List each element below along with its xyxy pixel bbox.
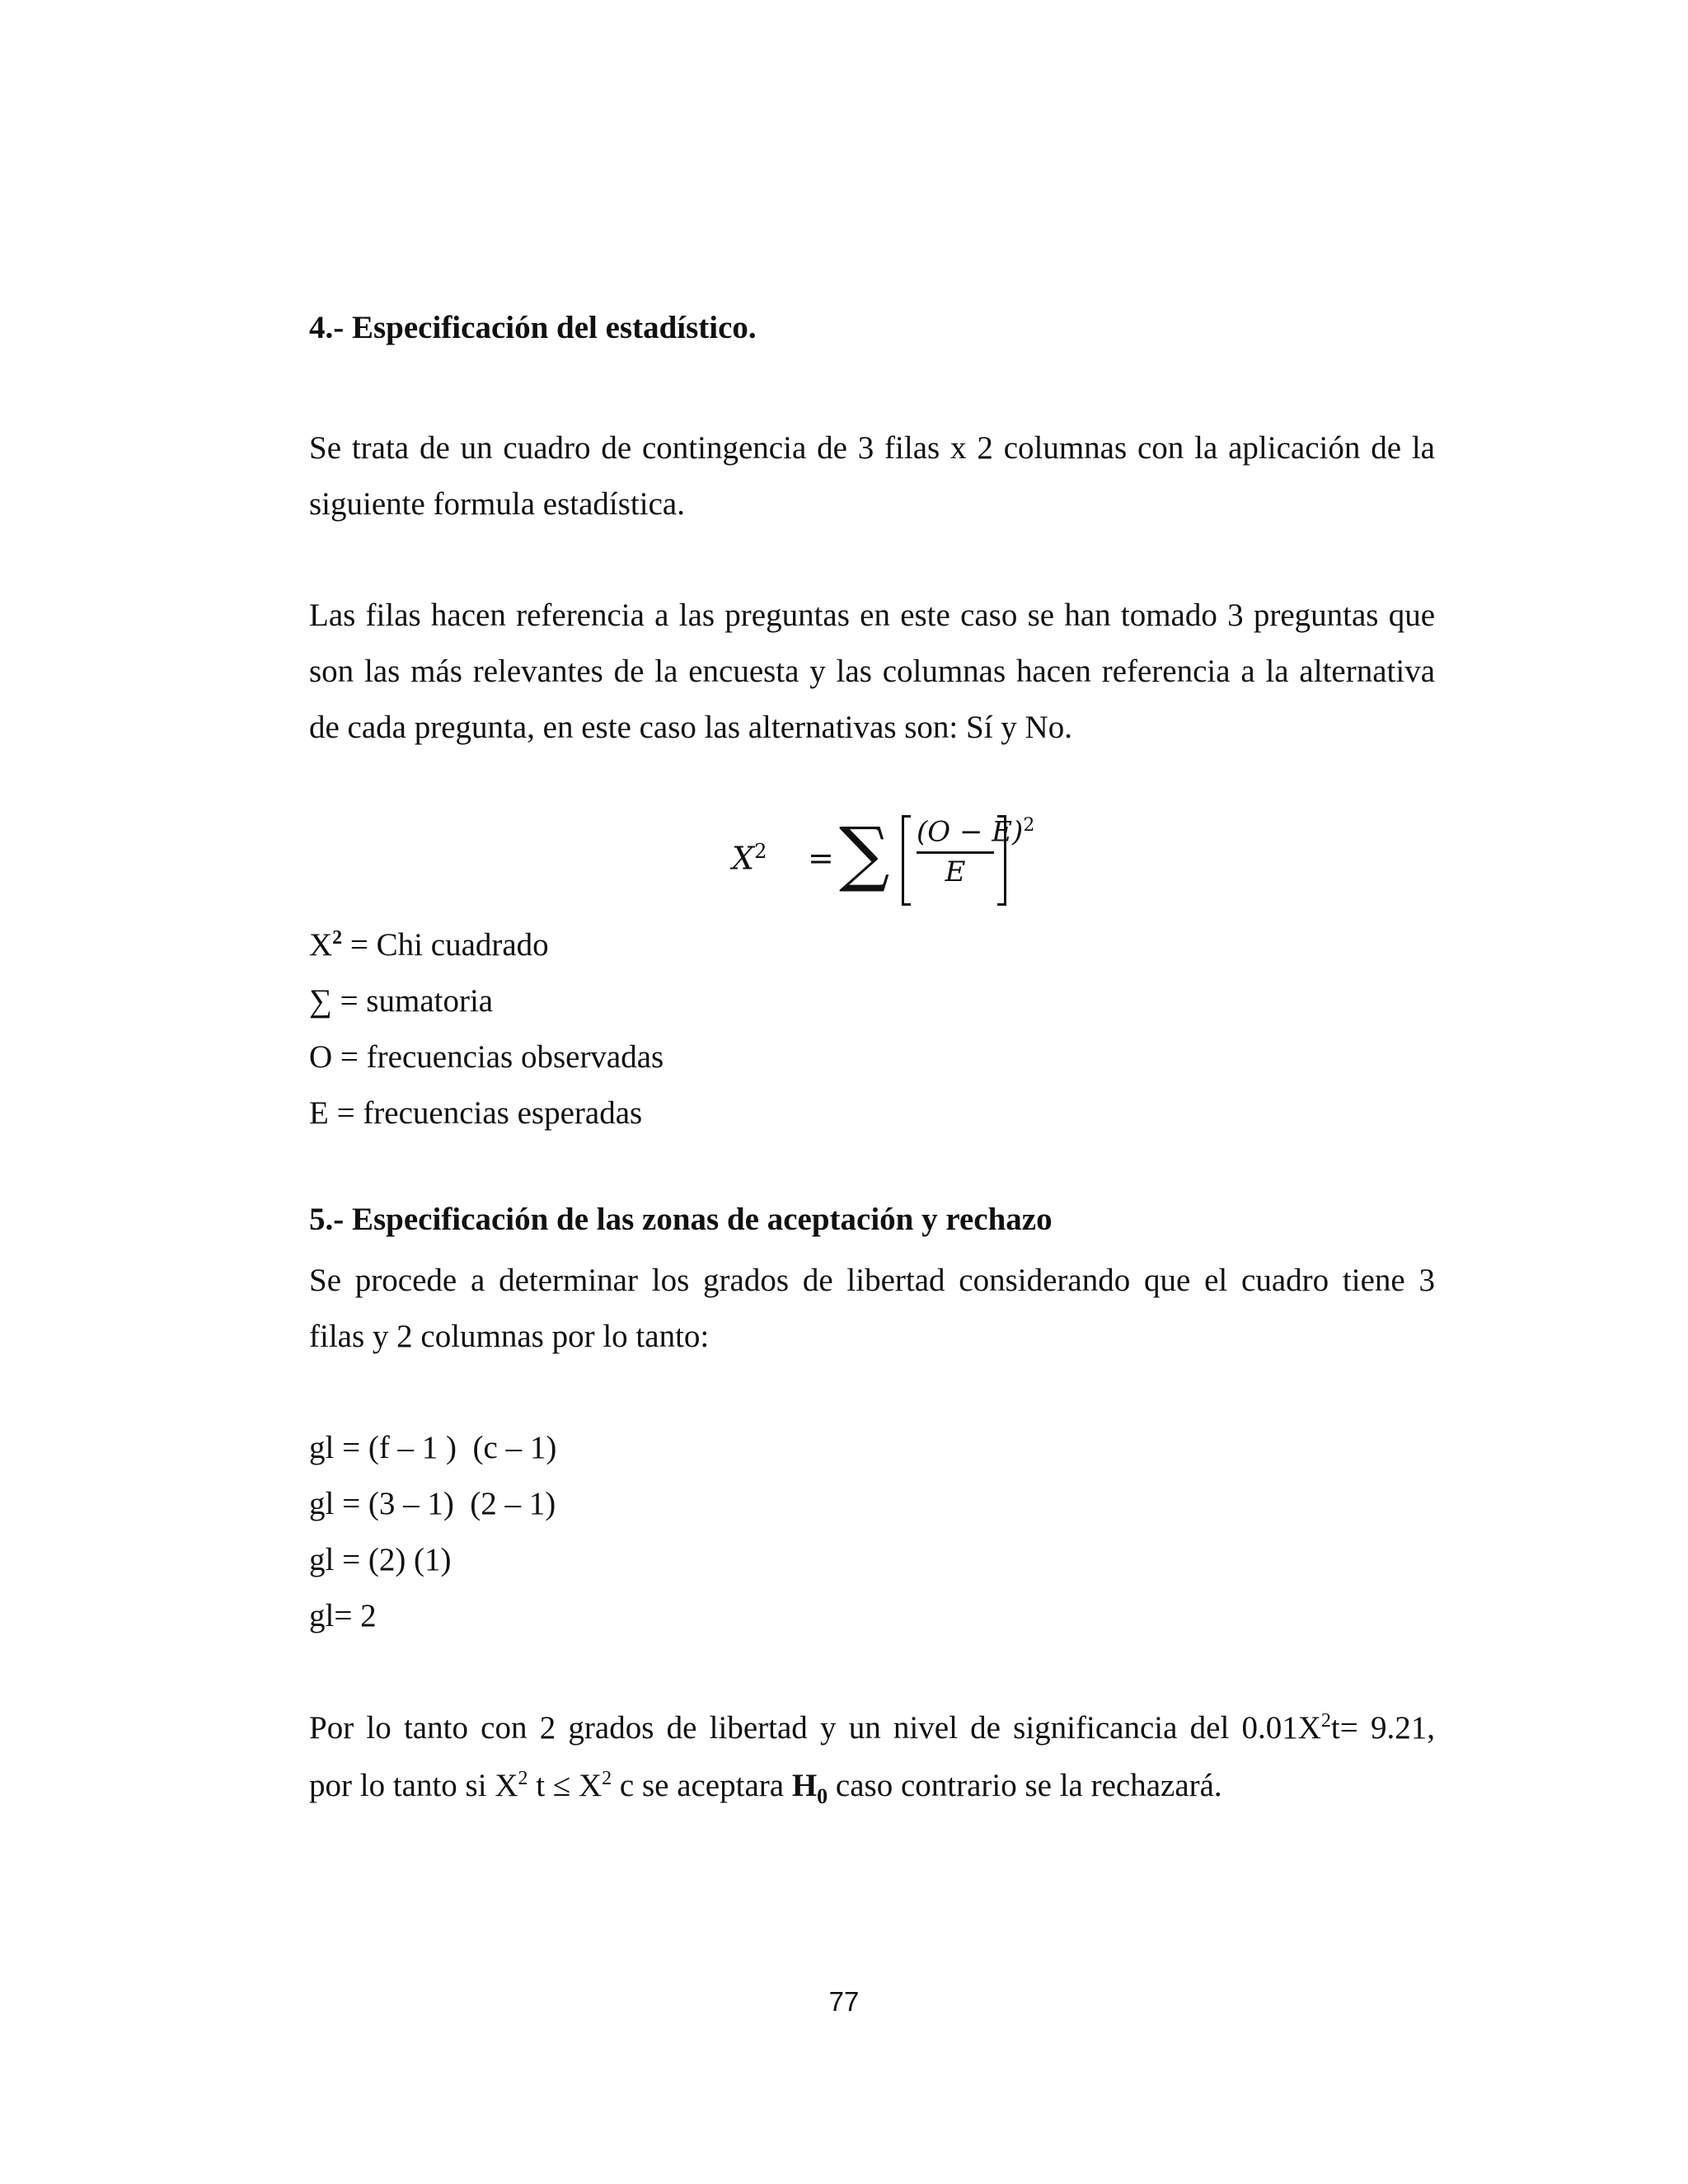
section-5: [309, 1201, 1435, 1238]
conclusion-line-1: [309, 1699, 1435, 1757]
hypothesis-subscript: 0: [817, 1783, 828, 1808]
legend-text: = frecuencias esperadas: [328, 1095, 643, 1131]
numerator-exponent: 2: [1023, 815, 1035, 836]
paragraph-line: Se trata de un cuadro de contingencia de 3 filas x 2 columnas con la aplicación de la: [309, 430, 1435, 466]
conclusion-text: t ≤ X: [528, 1768, 603, 1803]
legend-item: [309, 973, 1435, 1029]
legend-text: = Chi cuadrado: [342, 927, 549, 963]
formula-legend: [309, 917, 1435, 1141]
section-4-paragraph-2: [309, 588, 1435, 756]
legend-symbol: ∑: [309, 983, 332, 1019]
section-4: [309, 309, 1435, 346]
equation-line: gl = (2) (1): [309, 1542, 452, 1577]
paragraph-line: filas y 2 columnas por lo tanto:: [309, 1319, 710, 1354]
equation-line: gl = (3 – 1) (2 – 1): [309, 1486, 556, 1521]
right-bracket: [997, 815, 1006, 906]
equation-line: gl = (f – 1 ) (c – 1): [309, 1430, 557, 1465]
sigma-symbol: ∑: [839, 813, 890, 895]
legend-item: [309, 1029, 1435, 1085]
conclusion-paragraph: [309, 1699, 1435, 1815]
degrees-of-freedom-equations: [309, 1420, 1435, 1644]
paragraph-line: de cada pregunta, en este caso las alternativas son: Sí y No.: [309, 710, 1072, 745]
exponent: 2: [602, 1768, 612, 1789]
paragraph-line: son las más relevantes de la encuesta y las columnas hacen referencia a la alternativa: [309, 654, 1435, 689]
paragraph-line: siguiente formula estadística.: [309, 486, 685, 522]
legend-text: = sumatoria: [331, 983, 494, 1019]
section-4-paragraph-1: [309, 420, 1435, 532]
fraction-numerator: [917, 815, 1035, 849]
null-hypothesis: [791, 1768, 828, 1808]
chi-square-formula: [725, 812, 1035, 911]
formula-exponent: 2: [754, 840, 767, 863]
fraction-denominator: E: [945, 855, 966, 889]
equation-line: gl= 2: [309, 1598, 377, 1633]
conclusion-text: Por lo tanto con 2 grados de libertad y un nivel de significancia del 0.01X: [309, 1710, 1321, 1746]
legend-symbol: X: [309, 927, 333, 963]
exponent: 2: [518, 1768, 528, 1789]
left-bracket: [902, 815, 911, 906]
conclusion-line-2: [309, 1757, 1435, 1815]
conclusion-text: t= 9.21,: [1330, 1710, 1435, 1746]
legend-symbol: O: [309, 1039, 333, 1075]
paragraph-line: Las filas hacen referencia a las preguntas en este caso se han tomado 3 preguntas que: [309, 598, 1435, 633]
formula-equals: =: [808, 840, 834, 876]
conclusion-text: por lo tanto si X: [309, 1768, 518, 1803]
section-5-paragraph-1: [309, 1253, 1435, 1365]
fraction-bar: [917, 851, 994, 854]
paragraph-line: Se procede a determinar los grados de libertad considerando que el cuadro tiene 3: [309, 1263, 1435, 1298]
exponent: 2: [1320, 1710, 1331, 1732]
legend-symbol: E: [309, 1095, 329, 1131]
hypothesis-symbol: H: [791, 1768, 818, 1803]
section-5-heading: 5.- Especificación de las zonas de aceptación y rechazo: [309, 1202, 1053, 1237]
formula-lhs: [732, 840, 767, 877]
conclusion-text: caso contrario se la rechazará.: [828, 1768, 1222, 1803]
section-4-heading: 4.- Especificación del estadístico.: [309, 310, 757, 345]
legend-text: = frecuencias observadas: [332, 1039, 664, 1075]
page-number: 77: [828, 1986, 860, 2017]
conclusion-text: c se aceptara: [612, 1768, 792, 1803]
formula-fraction: [917, 815, 1035, 889]
legend-item: [309, 1085, 1435, 1141]
legend-item: [309, 917, 1435, 973]
legend-exponent: 2: [332, 927, 343, 949]
numerator-text: (O − E): [917, 815, 1024, 849]
formula-symbol: X: [732, 840, 755, 877]
